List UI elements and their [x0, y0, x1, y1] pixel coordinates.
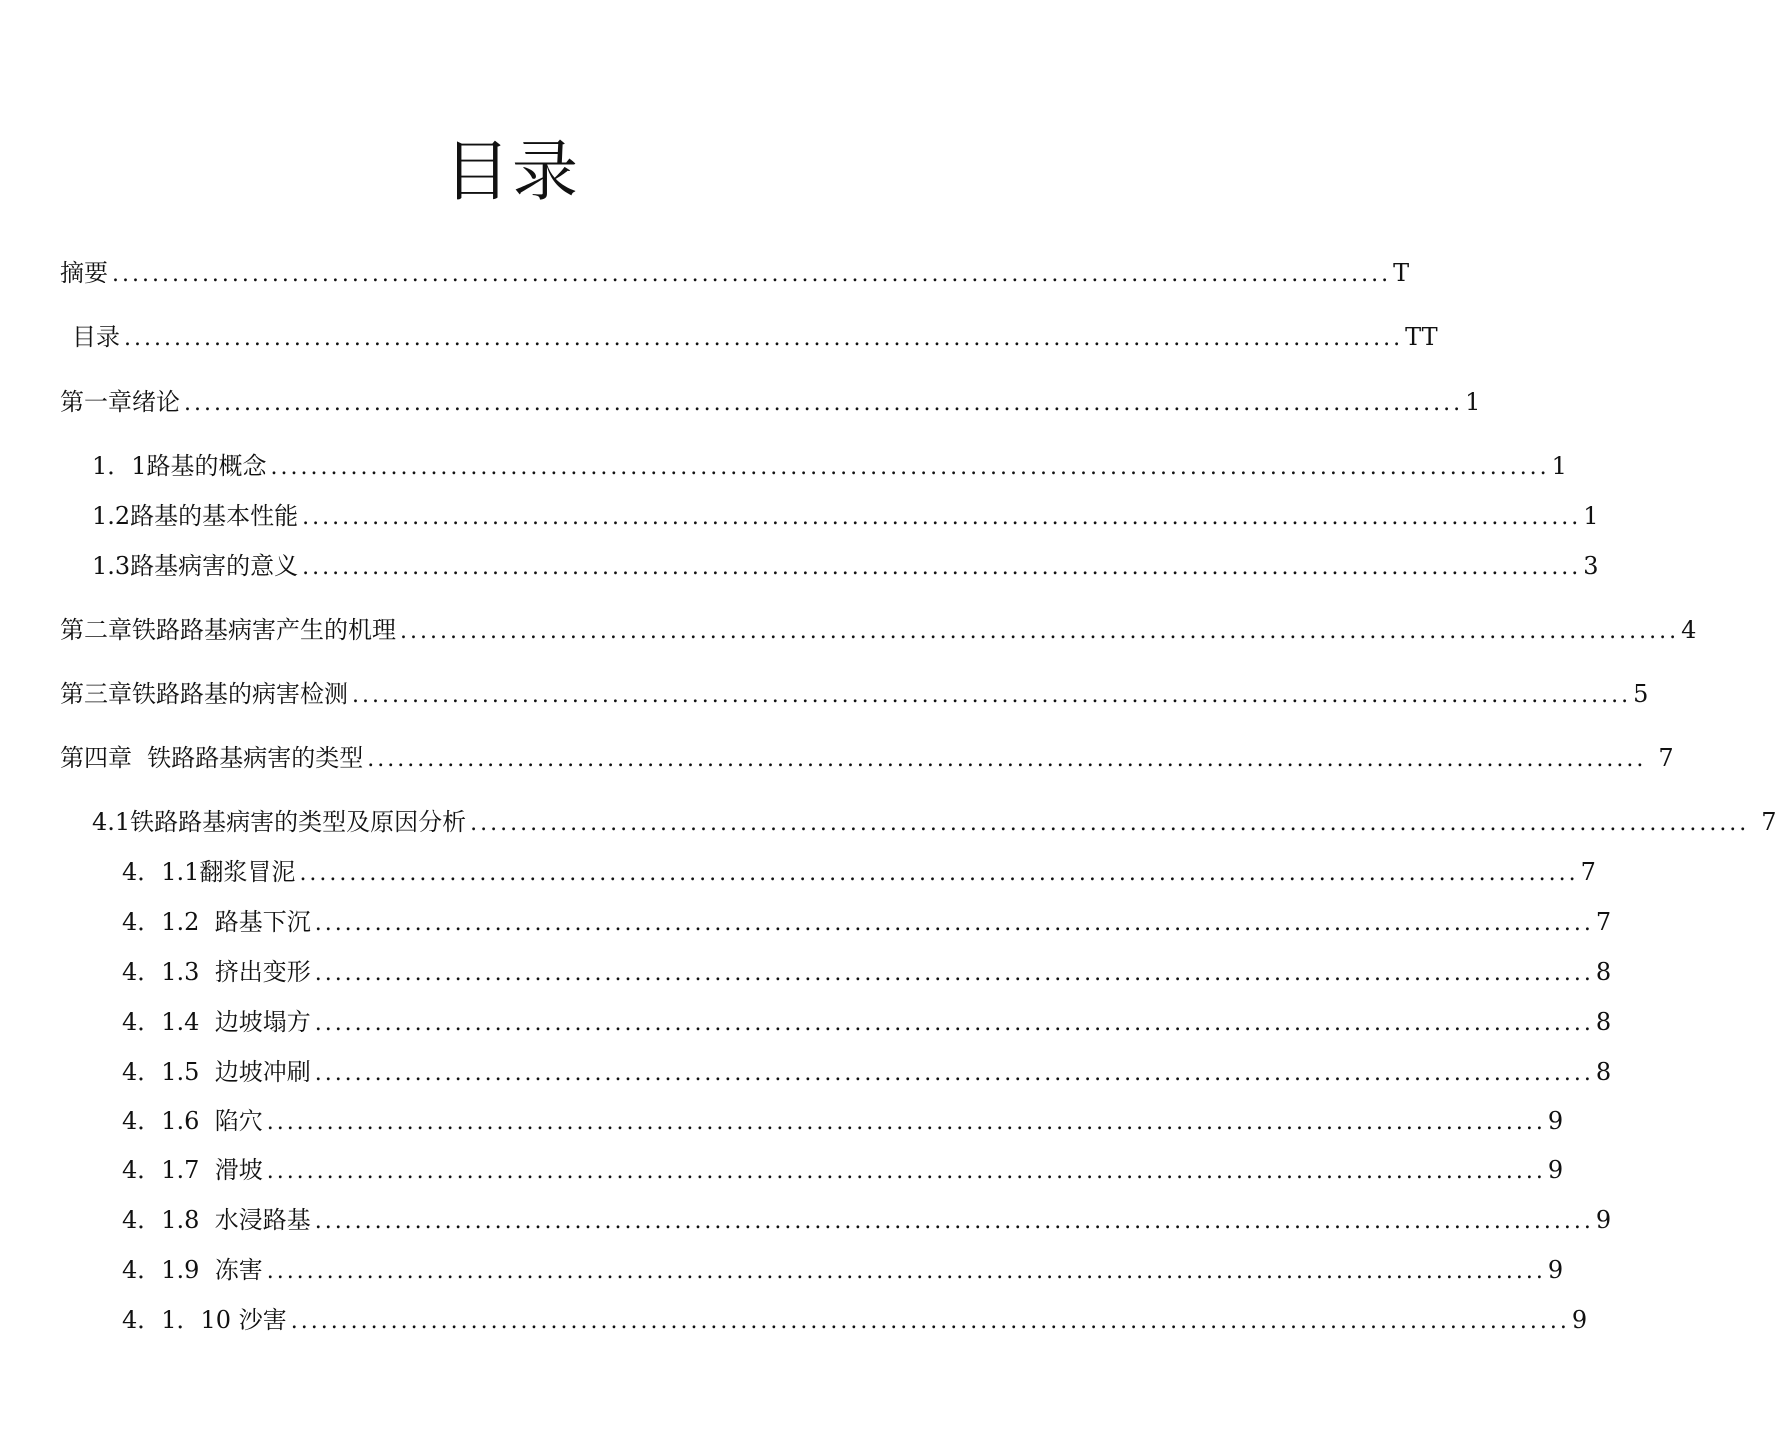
toc-dot-leader: ................................................................................................................................ [266, 1259, 1546, 1284]
toc-page-number: 8 [1595, 958, 1612, 986]
toc-entry-label: 第二章铁路路基病害产生的机理 [60, 616, 396, 644]
toc-dot-leader: ................................................................................................................................ [290, 1309, 1570, 1334]
toc-entry-section-4-1-10[interactable] [122, 1303, 1588, 1339]
toc-entry-label: 4．1.2 路基下沉 [122, 908, 311, 936]
toc-entry-label: 4．1.1翻浆冒泥 [122, 858, 296, 886]
toc-page-number: 8 [1595, 1058, 1612, 1086]
toc-page-number: 9 [1595, 1206, 1612, 1234]
toc-entry-label: 1．1路基的概念 [92, 452, 267, 480]
toc-page-number: 9 [1547, 1256, 1564, 1284]
toc-page-number: 8 [1595, 1008, 1612, 1036]
toc-entry-label: 4．1.6 陷穴 [122, 1107, 263, 1135]
toc-entry-label: 4．1.7 滑坡 [122, 1156, 263, 1184]
toc-entry-label: 第一章绪论 [60, 388, 180, 416]
toc-page-number: 7 [1658, 744, 1674, 772]
toc-dot-leader: ................................................................................................................................ [352, 683, 1632, 708]
toc-entry-chapter-3[interactable] [60, 677, 1649, 713]
toc-entry-label: 目录 [72, 323, 120, 351]
toc-entry-section-4-1-5[interactable] [122, 1055, 1612, 1091]
toc-entry-chapter-4[interactable] [60, 741, 1674, 777]
toc-dot-leader: ................................................................................................................................ [314, 1011, 1594, 1036]
toc-entry-contents[interactable] [72, 320, 1438, 356]
toc-entry-label: 4．1．10 沙害 [122, 1306, 287, 1334]
toc-entry-section-4-1-8[interactable] [122, 1203, 1612, 1239]
toc-entry-section-4-1[interactable] [92, 805, 1777, 841]
toc-dot-leader: ................................................................................................................................ [270, 455, 1550, 480]
toc-entry-section-4-1-6[interactable] [122, 1104, 1564, 1140]
toc-entry-label: 4.1铁路路基病害的类型及原因分析 [92, 808, 467, 836]
toc-entry-label: 第四章 铁路路基病害的类型 [60, 744, 364, 772]
page-title: 目录 [444, 133, 580, 211]
toc-dot-leader: ................................................................................................................................ [314, 1061, 1594, 1086]
toc-entry-abstract[interactable] [60, 256, 1410, 292]
toc-dot-leader: ................................................................................................................................ [299, 861, 1579, 886]
toc-entry-label: 1.3路基病害的意义 [92, 552, 299, 580]
toc-page-number: 4 [1681, 616, 1697, 644]
toc-dot-leader: ................................................................................................................................ [112, 262, 1392, 287]
toc-entry-section-4-1-4[interactable] [122, 1005, 1612, 1041]
toc-page-number: 7 [1580, 858, 1596, 886]
toc-entry-label: 1.2路基的基本性能 [92, 502, 299, 530]
toc-entry-section-4-1-9[interactable] [122, 1253, 1564, 1289]
toc-entry-section-4-1-3[interactable] [122, 955, 1612, 991]
toc-page-number: 7 [1595, 908, 1612, 936]
toc-dot-leader: ................................................................................................................................ [367, 747, 1647, 772]
toc-entry-section-1-2[interactable] [92, 499, 1599, 535]
toc-page-number: T [1393, 259, 1410, 287]
toc-entry-section-4-1-7[interactable] [122, 1153, 1564, 1189]
toc-entry-chapter-1[interactable] [60, 385, 1481, 421]
toc-entry-section-4-1-1[interactable] [122, 855, 1596, 891]
toc-dot-leader: ................................................................................................................................ [266, 1159, 1546, 1184]
toc-entry-label: 4．1.8 水浸路基 [122, 1206, 311, 1234]
toc-entry-section-1-1[interactable] [92, 449, 1567, 485]
toc-dot-leader: ................................................................................................................................ [314, 911, 1594, 936]
toc-page-number: 9 [1571, 1306, 1588, 1334]
toc-page-number: 3 [1583, 552, 1599, 580]
toc-page-number: 1 [1583, 502, 1599, 530]
toc-entry-label: 4．1.3 挤出变形 [122, 958, 311, 986]
toc-dot-leader: ................................................................................................................................ [314, 1209, 1594, 1234]
toc-page-number: 9 [1547, 1156, 1564, 1184]
toc-page-number: 5 [1633, 680, 1649, 708]
toc-entry-label: 4．1.4 边坡塌方 [122, 1008, 311, 1036]
toc-page-number: 9 [1547, 1107, 1564, 1135]
toc-page-number: 1 [1551, 452, 1567, 480]
toc-dot-leader: ................................................................................................................................ [266, 1110, 1546, 1135]
toc-entry-label: 第三章铁路路基的病害检测 [60, 680, 348, 708]
toc-entry-label: 4．1.5 边坡冲刷 [122, 1058, 311, 1086]
toc-dot-leader: ................................................................................................................................ [470, 811, 1750, 836]
toc-entry-label: 4．1.9 冻害 [122, 1256, 263, 1284]
toc-dot-leader: ................................................................................................................................ [400, 619, 1680, 644]
toc-dot-leader: ................................................................................................................................ [124, 326, 1404, 351]
toc-page-number: 7 [1761, 808, 1777, 836]
toc-dot-leader: ................................................................................................................................ [184, 391, 1464, 416]
toc-entry-label: 摘要 [60, 259, 108, 287]
toc-dot-leader: ................................................................................................................................ [302, 505, 1582, 530]
toc-page-number: TT [1405, 323, 1438, 351]
toc-page-number: 1 [1465, 388, 1481, 416]
toc-dot-leader: ................................................................................................................................ [302, 555, 1582, 580]
toc-entry-chapter-2[interactable] [60, 613, 1697, 649]
toc-dot-leader: ................................................................................................................................ [314, 961, 1594, 986]
toc-entry-section-1-3[interactable] [92, 549, 1599, 585]
toc-entry-section-4-1-2[interactable] [122, 905, 1612, 941]
